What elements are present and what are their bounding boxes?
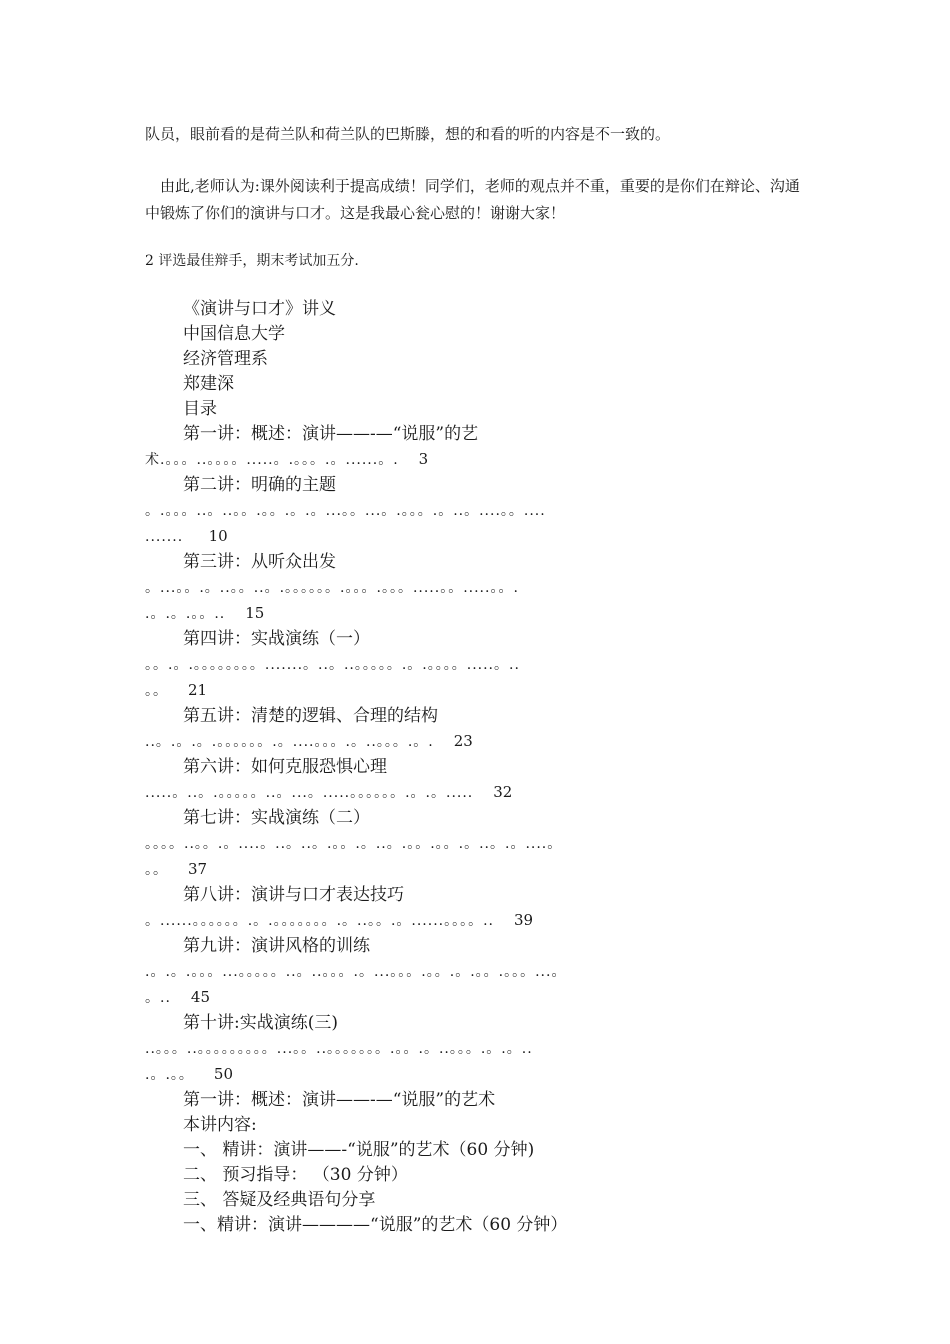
toc-entry-leader: 。。.。.。。。。。。。。.......。..。..。。。。。.。.。。。。.....。.. xyxy=(145,657,520,673)
toc-entry-title: 第十讲:实战演练(三) xyxy=(183,1013,338,1033)
outline-item: 一、精讲：演讲————“说服”的艺术（60 分钟） xyxy=(183,1215,568,1235)
university-name: 中国信息大学 xyxy=(183,324,285,344)
paragraph-1: 队员，眼前看的是荷兰队和荷兰队的巴斯滕，想的和看的听的内容是不一致的。 xyxy=(145,125,671,143)
toc-entry-title: 第七讲：实战演练（二） xyxy=(183,808,370,828)
toc-entry-leader: .....。..。.。。。。。..。...。.....。。。。。。.。.。..... 32 xyxy=(145,783,513,801)
toc-entry-leader: 。.。。。..。..。。.。。.。.。...。。...。.。。。.。..。....。。.... xyxy=(145,503,546,519)
toc-entry-leader: ..。。。..。。。。。。。。。...。。..。。。。。。。.。。.。..。。。.。.。.. xyxy=(145,1041,533,1057)
toc-page-number: 23 xyxy=(453,732,473,750)
toc-entry-title: 第一讲：概述：演讲——-—“说服”的艺 xyxy=(183,424,479,444)
paragraph-3: 2 评选最佳辩手，期末考试加五分. xyxy=(145,253,359,269)
toc-entry-leader: 。。。。..。。.。....。..。..。.。。.。..。.。。.。。.。..。.。....。 xyxy=(145,836,563,852)
outline-item: 三、 答疑及经典语句分享 xyxy=(183,1190,376,1210)
lecture-notes xyxy=(145,297,810,1238)
toc-entry-title: 第六讲：如何克服恐惧心理 xyxy=(183,757,387,777)
outline-item: 二、 预习指导： （30 分钟） xyxy=(183,1165,408,1185)
toc-page-number: 39 xyxy=(514,911,534,929)
toc-entry-title: 第三讲：从听众出发 xyxy=(183,552,336,572)
toc-page-number: 3 xyxy=(418,450,429,468)
toc-entry-leader: 。.. 45 xyxy=(145,988,210,1006)
paragraph-2: 由此,老师认为:课外阅读利于提高成绩！同学们，老师的观点并不重，重要的是你们在辩论、沟通中锻炼了你们的演讲与口才。这是我最心瓮心慰的！谢谢大家！ xyxy=(145,177,800,222)
toc-entry-leader: ..。.。.。.。。。。。。.。....。。。.。..。。。.。. 23 xyxy=(145,732,473,750)
toc-entry-leader: 。。 37 xyxy=(145,860,208,878)
toc-entry-title: 第五讲：清楚的逻辑、合理的结构 xyxy=(183,706,438,726)
toc-entry-title: 第四讲：实战演练（一） xyxy=(183,629,370,649)
toc-entry-leader: 。。 21 xyxy=(145,681,208,699)
toc-entry-leader: 。......。。。。。。.。.。。。。。。。.。..。。.。......。。。。.. 39 xyxy=(145,911,534,929)
toc-entry-leader: 。...。。.。..。。..。.。。。。。。.。。。.。。。.....。。.....。。. xyxy=(145,580,519,596)
toc-page-number: 21 xyxy=(188,681,208,699)
author-name: 郑建深 xyxy=(183,374,234,394)
toc-entry-leader: .。.。.。。。...。。。。。..。..。。。.。...。。。.。。.。.。。.。。。...。 xyxy=(145,964,567,980)
toc-page-number: 10 xyxy=(208,527,228,545)
toc-page-number: 45 xyxy=(190,988,210,1006)
toc-entry-leader: 术.。。。..。。。。.....。.。。。.。......。. 3 xyxy=(145,450,429,468)
toc-heading: 目录 xyxy=(183,399,217,419)
section-heading: 第一讲：概述：演讲——-—“说服”的艺术 xyxy=(183,1090,496,1110)
toc-entry-leader: .。.。。 50 xyxy=(145,1065,233,1083)
toc-page-number: 37 xyxy=(188,860,208,878)
toc-entry-leader: .。.。.。。.. 15 xyxy=(145,604,265,622)
toc-page-number: 15 xyxy=(245,604,265,622)
section-subheading: 本讲内容: xyxy=(183,1115,257,1135)
document-title: 《演讲与口才》讲义 xyxy=(183,299,336,319)
toc-entry-title: 第九讲：演讲风格的训练 xyxy=(183,936,370,956)
toc-entry-leader: ....... 10 xyxy=(145,527,228,545)
toc-page-number: 32 xyxy=(493,783,513,801)
toc-entry-title: 第二讲：明确的主题 xyxy=(183,475,336,495)
toc-page-number: 50 xyxy=(213,1065,233,1083)
outline-item: 一、 精讲：演讲——-“说服”的艺术（60 分钟) xyxy=(183,1140,535,1160)
toc-entry-title: 第八讲：演讲与口才表达技巧 xyxy=(183,885,404,905)
department-name: 经济管理系 xyxy=(183,349,268,369)
